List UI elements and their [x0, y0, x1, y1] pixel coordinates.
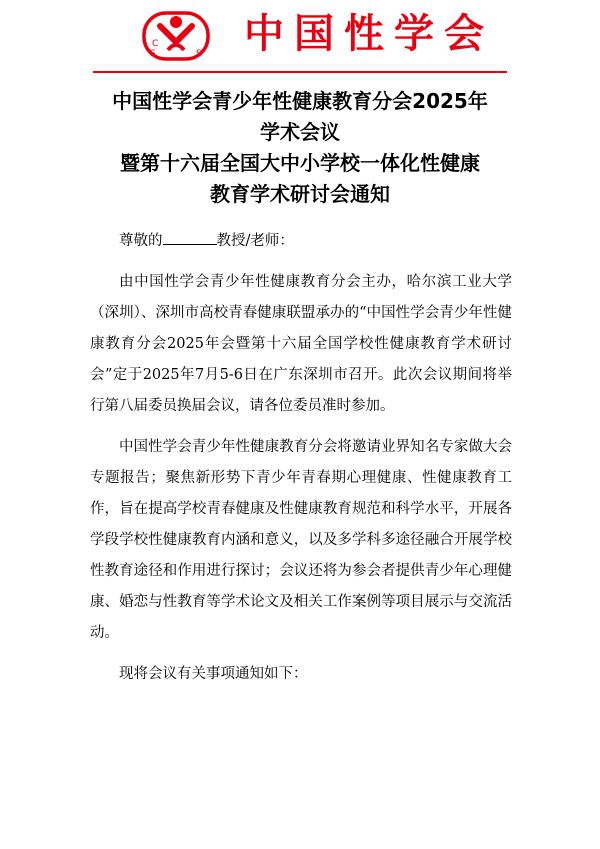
salutation: [90, 226, 512, 257]
title-line-2: 学术会议: [260, 120, 340, 144]
paragraph-1: 由中国性学会青少年性健康教育分会主办，哈尔滨工业大学（深圳）、深圳市高校青春健康联盟承办的“中国性学会青少年性健康教育分会2025年会暨第十六届全国学校性健康教育学术研讨会”定于2025年7月5-6日在广东深圳市召开。此次会议期间将举行第八届委员换届会议，请各位委员准时参加。: [90, 274, 512, 414]
header-divider: [93, 71, 507, 73]
paragraph-3: 现将会议有关事项通知如下：: [119, 666, 308, 682]
svg-text:C: C: [152, 39, 159, 49]
notice-body: [90, 226, 512, 690]
notice-title: [60, 86, 540, 210]
organization-name: 中国性学会: [244, 10, 494, 57]
svg-text:S: S: [196, 49, 202, 59]
title-line-1: 中国性学会青少年性健康教育分会2025年: [112, 89, 488, 113]
paragraph-2: 中国性学会青少年性健康教育分会将邀请业界知名专家做大会专题报告；聚焦新形势下青少年青春期心理健康、性健康教育工作，旨在提高学校青春健康及性健康教育规范和科学水平，开展各学段学校性健康教育内涵和意义，以及多学科多途径融合开展学校性教育途径和作用进行探讨；会议还将为参会者提供青少年心理健康、婚恋与性教育等学术论文及相关工作案例等项目展示与交流活动。: [90, 439, 512, 641]
csas-logo-icon: [138, 8, 218, 64]
title-line-4: 教育学术研讨会通知: [210, 182, 390, 206]
salutation-suffix: 教授/老师：: [216, 233, 294, 249]
letterhead: [0, 0, 600, 80]
svg-text:S: S: [150, 49, 156, 59]
title-line-3: 暨第十六届全国大中小学校一体化性健康: [120, 151, 480, 175]
name-blank-line: [163, 230, 217, 245]
salutation-prefix: 尊敬的: [119, 233, 163, 249]
